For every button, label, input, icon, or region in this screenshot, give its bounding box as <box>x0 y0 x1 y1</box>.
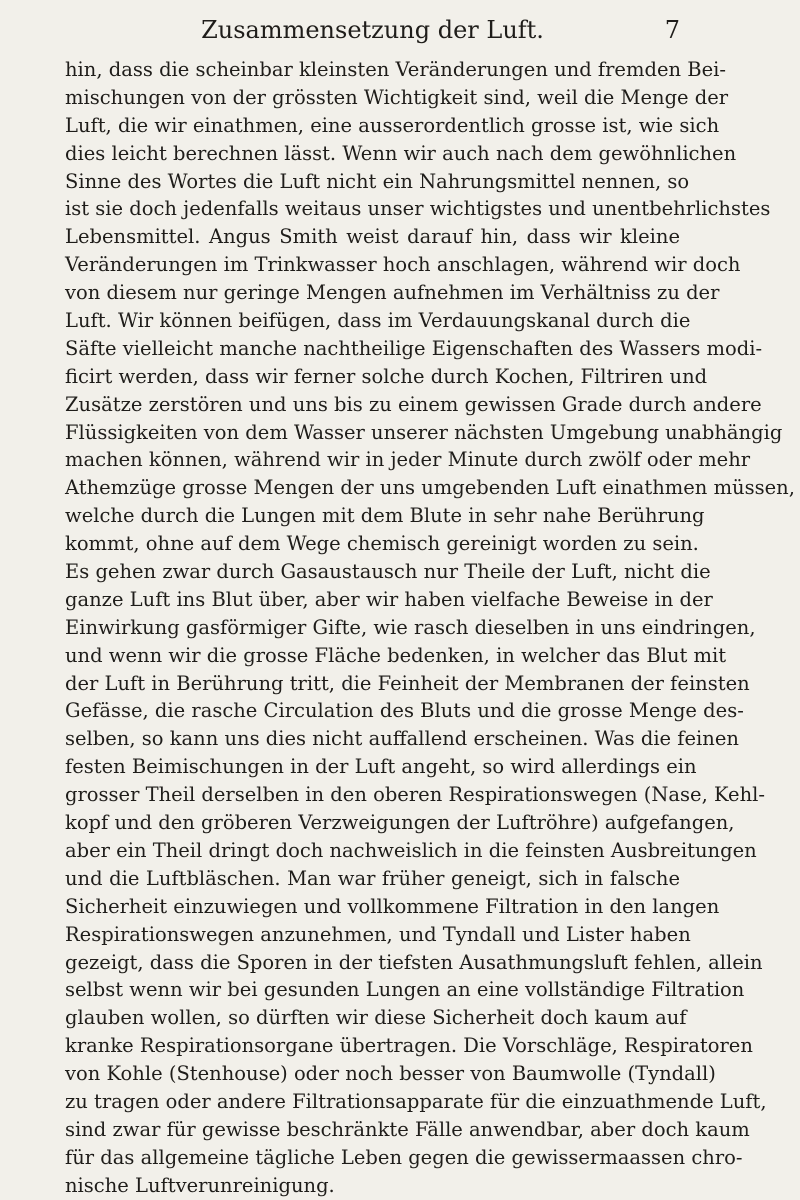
text-line: glauben wollen, so dürften wir diese Sicherheit doch kaum auf <box>65 1006 687 1030</box>
text-line: gezeigt, dass die Sporen in der tiefsten Ausathmungsluft fehlen, allein <box>65 950 763 974</box>
text-line: hin, dass die scheinbar kleinsten Veränderungen und fremden Bei- <box>65 58 726 81</box>
text-line: kopf und den gröberen Verzweigungen der Luftröhre) aufgefangen, <box>65 811 735 835</box>
text-line: kranke Respirationsorgane übertragen. Die Vorschläge, Respiratoren <box>65 1034 753 1058</box>
text-line: ist sie doch jedenfalls weitaus unser wichtigstes und unentbehrlichstes <box>65 197 771 221</box>
text-line: zu tragen oder andere Filtrationsapparate für die einzuathmende Luft, <box>65 1089 767 1113</box>
text-line: selbst wenn wir bei gesunden Lungen an eine vollständige Filtration <box>65 978 745 1002</box>
page-number: 7 <box>664 16 680 44</box>
text-line: Flüssigkeiten von dem Wasser unserer nächsten Umgebung unabhängig <box>65 420 783 444</box>
text-line: Säfte vielleicht manche nachtheilige Eigenschaften des Wassers modi- <box>65 336 763 360</box>
text-line: für das allgemeine tägliche Leben gegen die gewissermaassen chro- <box>65 1145 743 1169</box>
text-line: Luft. Wir können beifügen, dass im Verdauungskanal durch die <box>65 309 691 333</box>
text-line: und wenn wir die grosse Fläche bedenken, in welcher das Blut mit <box>65 643 727 667</box>
text-line: von diesem nur geringe Mengen aufnehmen im Verhältniss zu der <box>65 281 720 305</box>
text-line: Lebensmittel. Angus Smith weist darauf hin, dass wir kleine <box>65 225 680 249</box>
text-line: Einwirkung gasförmiger Gifte, wie rasch dieselben in uns eindringen, <box>65 615 756 639</box>
text-line: Gefässe, die rasche Circulation des Bluts und die grosse Menge des- <box>65 699 744 723</box>
text-line: sind zwar für gewisse beschränkte Fälle anwendbar, aber doch kaum <box>65 1117 750 1141</box>
text-line: festen Beimischungen in der Luft angeht, so wird allerdings ein <box>65 755 697 779</box>
text-line: Luft, die wir einathmen, eine ausserordentlich grosse ist, wie sich <box>65 113 720 137</box>
text-line: aber ein Theil dringt doch nachweislich in die feinsten Ausbreitungen <box>65 838 757 862</box>
text-line: und die Luftbläschen. Man war früher geneigt, sich in falsche <box>65 866 680 890</box>
text-line: Respirationswegen anzunehmen, und Tyndall und Lister haben <box>65 922 691 946</box>
page-title: Zusammensetzung der Luft. <box>201 16 544 44</box>
text-line: grosser Theil derselben in den oberen Respirationswegen (Nase, Kehl- <box>65 783 765 807</box>
body-text <box>65 56 795 1200</box>
text-line: nische Luftverunreinigung. <box>65 1173 335 1197</box>
text-line: der Luft in Berührung tritt, die Feinheit der Membranen der feinsten <box>65 671 750 695</box>
text-line: von Kohle (Stenhouse) oder noch besser von Baumwolle (Tyndall) <box>65 1062 716 1086</box>
text-line: selben, so kann uns dies nicht auffallend erscheinen. Was die feinen <box>65 727 739 751</box>
text-line: ficirt werden, dass wir ferner solche durch Kochen, Filtriren und <box>65 364 708 388</box>
text-line: welche durch die Lungen mit dem Blute in sehr nahe Berührung <box>65 504 705 528</box>
text-line: kommt, ohne auf dem Wege chemisch gereinigt worden zu sein. <box>65 532 699 556</box>
text-line: dies leicht berechnen lässt. Wenn wir auch nach dem gewöhnlichen <box>65 141 737 165</box>
text-line: Es gehen zwar durch Gasaustausch nur Theile der Luft, nicht die <box>65 560 711 584</box>
text-line: Sinne des Wortes die Luft nicht ein Nahrungsmittel nennen, so <box>65 169 690 193</box>
text-line: machen können, während wir in jeder Minute durch zwölf oder mehr <box>65 448 751 472</box>
text-line: Veränderungen im Trinkwasser hoch anschlagen, während wir doch <box>65 253 741 277</box>
text-line: Sicherheit einzuwiegen und vollkommene Filtration in den langen <box>65 894 720 918</box>
text-line: mischungen von der grössten Wichtigkeit sind, weil die Menge der <box>65 85 729 109</box>
text-line: Zusätze zerstören und uns bis zu einem gewissen Grade durch andere <box>65 392 762 416</box>
text-line: ganze Luft ins Blut über, aber wir haben vielfache Beweise in der <box>65 587 713 611</box>
running-header <box>65 10 680 50</box>
text-line: Athemzüge grosse Mengen der uns umgebenden Luft einathmen müssen, <box>65 476 795 500</box>
